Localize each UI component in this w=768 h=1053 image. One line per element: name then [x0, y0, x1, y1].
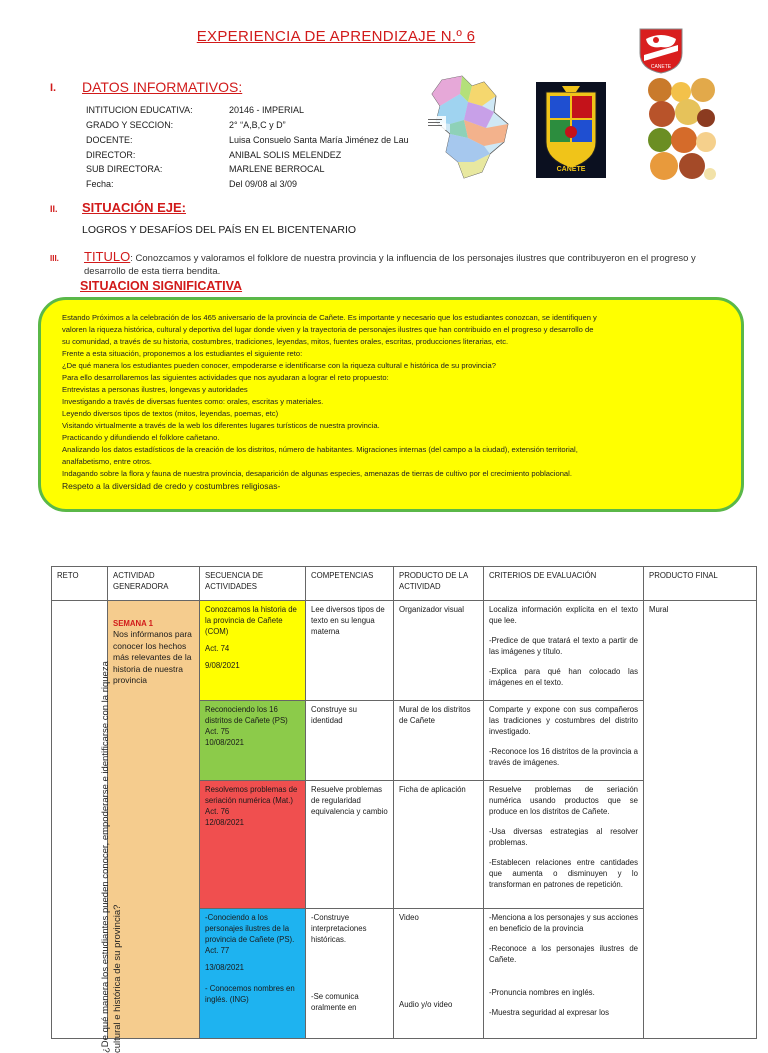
situacion-line: Indagando sobre la flora y fauna de nuestra provincia, desaparición de algunas especies, amenazas de tierras de cultivo por el crecimiento poblacional. — [62, 469, 572, 478]
school-logo — [636, 25, 686, 75]
situacion-line: Visitando virtualmente a través de la web los diferentes lugares turísticos de nuestra provincia. — [62, 421, 380, 430]
coat-of-arms-image — [536, 82, 606, 178]
table-header: SECUENCIA DE ACTIVIDADES — [200, 567, 306, 601]
section-number: II. — [50, 204, 58, 214]
table-header: RETO — [52, 567, 108, 601]
situacion-line: ¿De qué manera los estudiantes pueden conocer, empoderarse e identificarse con la riqueza cultural e histórica de su provincia? — [62, 361, 496, 370]
reto-cell — [52, 601, 123, 1053]
table-row — [52, 601, 757, 701]
section-title: SITUACIÓN EJE: — [82, 200, 187, 215]
svg-text:CANETE: CANETE — [650, 64, 672, 70]
secuencia-cell: Conozcamos la historia de la provincia de Cañete (COM) Act. 74 9/08/2021 — [200, 601, 306, 701]
table-header-row — [52, 567, 757, 601]
producto-cell: Mural de los distritos de Cañete — [394, 701, 484, 781]
semana-label: SEMANA 1 — [113, 619, 154, 628]
secuencia-cell: Resolvemos problemas de seriación numérica (Mat.) Act. 76 12/08/2021 — [200, 781, 306, 909]
producto-cell: Video Audio y/o video — [394, 909, 484, 1039]
situacion-eje-text: LOGROS Y DESAFÍOS DEL PAÍS EN EL BICENTENARIO — [82, 224, 357, 236]
titulo-label: TITULO — [84, 249, 131, 264]
table-header: PRODUCTO DE LA ACTIVIDAD — [394, 567, 484, 601]
generadora-text: Nos infórmanos para conocer los hechos más relevantes de la historia de nuestra provincia — [113, 629, 192, 685]
situacion-line: Frente a esta situación, proponemos a los estudiantes el siguiente reto: — [62, 349, 303, 358]
section-title: DATOS INFORMATIVOS: — [82, 79, 243, 95]
reto-text: ¿De qué manera los estudiantes pueden conocer, empoderarse e identificarse con la riqueza cultural e histórica de su provincia? — [100, 661, 123, 1053]
table-header: CRITERIOS DE EVALUACIÓN — [484, 567, 644, 601]
criterios-cell: Localiza información explícita en el texto que lee. -Predice de que tratará el texto a partir de las imágenes y título. -Explica para qué han colocado las imágenes en el texto. — [484, 601, 644, 701]
situacion-line: Para ello desarrollaremos las siguientes actividades que nos ayudaran a lograr el reto propuesto: — [62, 373, 389, 382]
situacion-significativa-box — [38, 297, 744, 512]
competencia-cell: -Construye interpretaciones históricas. -Se comunica oralmente en — [306, 909, 394, 1039]
criterios-cell: Resuelve problemas de seriación numérica usando productos que se produce en los distritos de Cañete. -Usa diversas estrategias al resolver problemas. -Establecen relaciones entre cantidades que aumenta o disminuyen y lo transforman en patrones de repetición. — [484, 781, 644, 909]
situacion-line: Leyendo diversos tipos de textos (mitos, leyendas, poemas, etc) — [62, 409, 279, 418]
competencia-cell: Resuelve problemas de regularidad equivalencia y cambio — [306, 781, 394, 909]
criterios-cell: Comparte y expone con sus compañeros las tradiciones y costumbres del distrito investigado. -Reconoce los 16 distritos de la provincia a través de imágenes. — [484, 701, 644, 781]
situacion-line: Estando Próximos a la celebración de los 465 aniversario de la provincia de Cañete. Es importante y necesario que los estudiantes conozcan, se identifiquen y — [62, 313, 597, 322]
competencia-cell: Lee diversos tipos de texto en su lengua materna — [306, 601, 394, 701]
titulo-text: : Conozcamos y valoramos el folklore de nuestra provincia y la influencia de los personajes ilustres que contribuyeron en el progreso y desarrollo de esta tierra bendita. — [84, 253, 696, 277]
section-number: III. — [50, 254, 59, 263]
titulo-block — [84, 250, 724, 278]
table-header: COMPETENCIAS — [306, 567, 394, 601]
section-number: I. — [50, 82, 57, 94]
situacion-line: Investigando a través de diversas fuentes como: orales, escritas y materiales. — [62, 397, 324, 406]
food-collage-image — [646, 78, 716, 186]
situacion-significativa-title: SITUACION SIGNIFICATIVA — [80, 279, 243, 293]
situacion-line: valoren la riqueza histórica, cultural y deportiva del lugar donde viven y la trayectoria de personajes ilustres que han contribuido en el progreso y desarrollo de — [62, 325, 594, 334]
secuencia-cell: -Conociendo a los personajes ilustres de la provincia de Cañete (PS). Act. 77 13/08/2021 - Conocemos nombres en inglés. (ING) — [200, 909, 306, 1039]
situacion-line: Entrevistas a personas ilustres, longevas y autoridades — [62, 385, 248, 394]
producto-cell: Organizador visual — [394, 601, 484, 701]
province-map-image — [424, 72, 524, 182]
planning-table — [51, 566, 757, 1053]
secuencia-cell: Reconociendo los 16 distritos de Cañete (PS) Act. 75 10/08/2021 — [200, 701, 306, 781]
situacion-line: analfabetismo, entre otros. — [62, 457, 152, 466]
situacion-line: Respeto a la diversidad de credo y costumbres religiosas- — [62, 481, 281, 491]
producto-cell: Ficha de aplicación — [394, 781, 484, 909]
table-header: ACTIVIDAD GENERADORA — [108, 567, 200, 601]
situacion-line: su comunidad, a través de su historia, costumbres, tradiciones, leyendas, mitos, fuentes orales, escritas, producciones literarias, etc. — [62, 337, 509, 346]
competencia-cell: Construye su identidad — [306, 701, 394, 781]
coat-caption: CAÑETE — [556, 166, 586, 173]
producto-final-cell: Mural — [644, 601, 757, 1039]
criterios-cell: -Menciona a los personajes y sus acciones en beneficio de la provincia -Reconoce a los personajes ilustres de Cañete. -Pronuncia nombres en inglés. -Muestra seguridad al expresar los — [484, 909, 644, 1039]
situacion-line: Practicando y difundiendo el folklore cañetano. — [62, 433, 220, 442]
page-title: EXPERIENCIA DE APRENDIZAJE N.º 6 — [196, 28, 476, 45]
situacion-line: Analizando los datos estadísticos de la creación de los distritos, número de habitantes. Migraciones internas (del campo a la ciudad), extensión territorial, — [62, 445, 578, 454]
table-header: PRODUCTO FINAL — [644, 567, 757, 601]
